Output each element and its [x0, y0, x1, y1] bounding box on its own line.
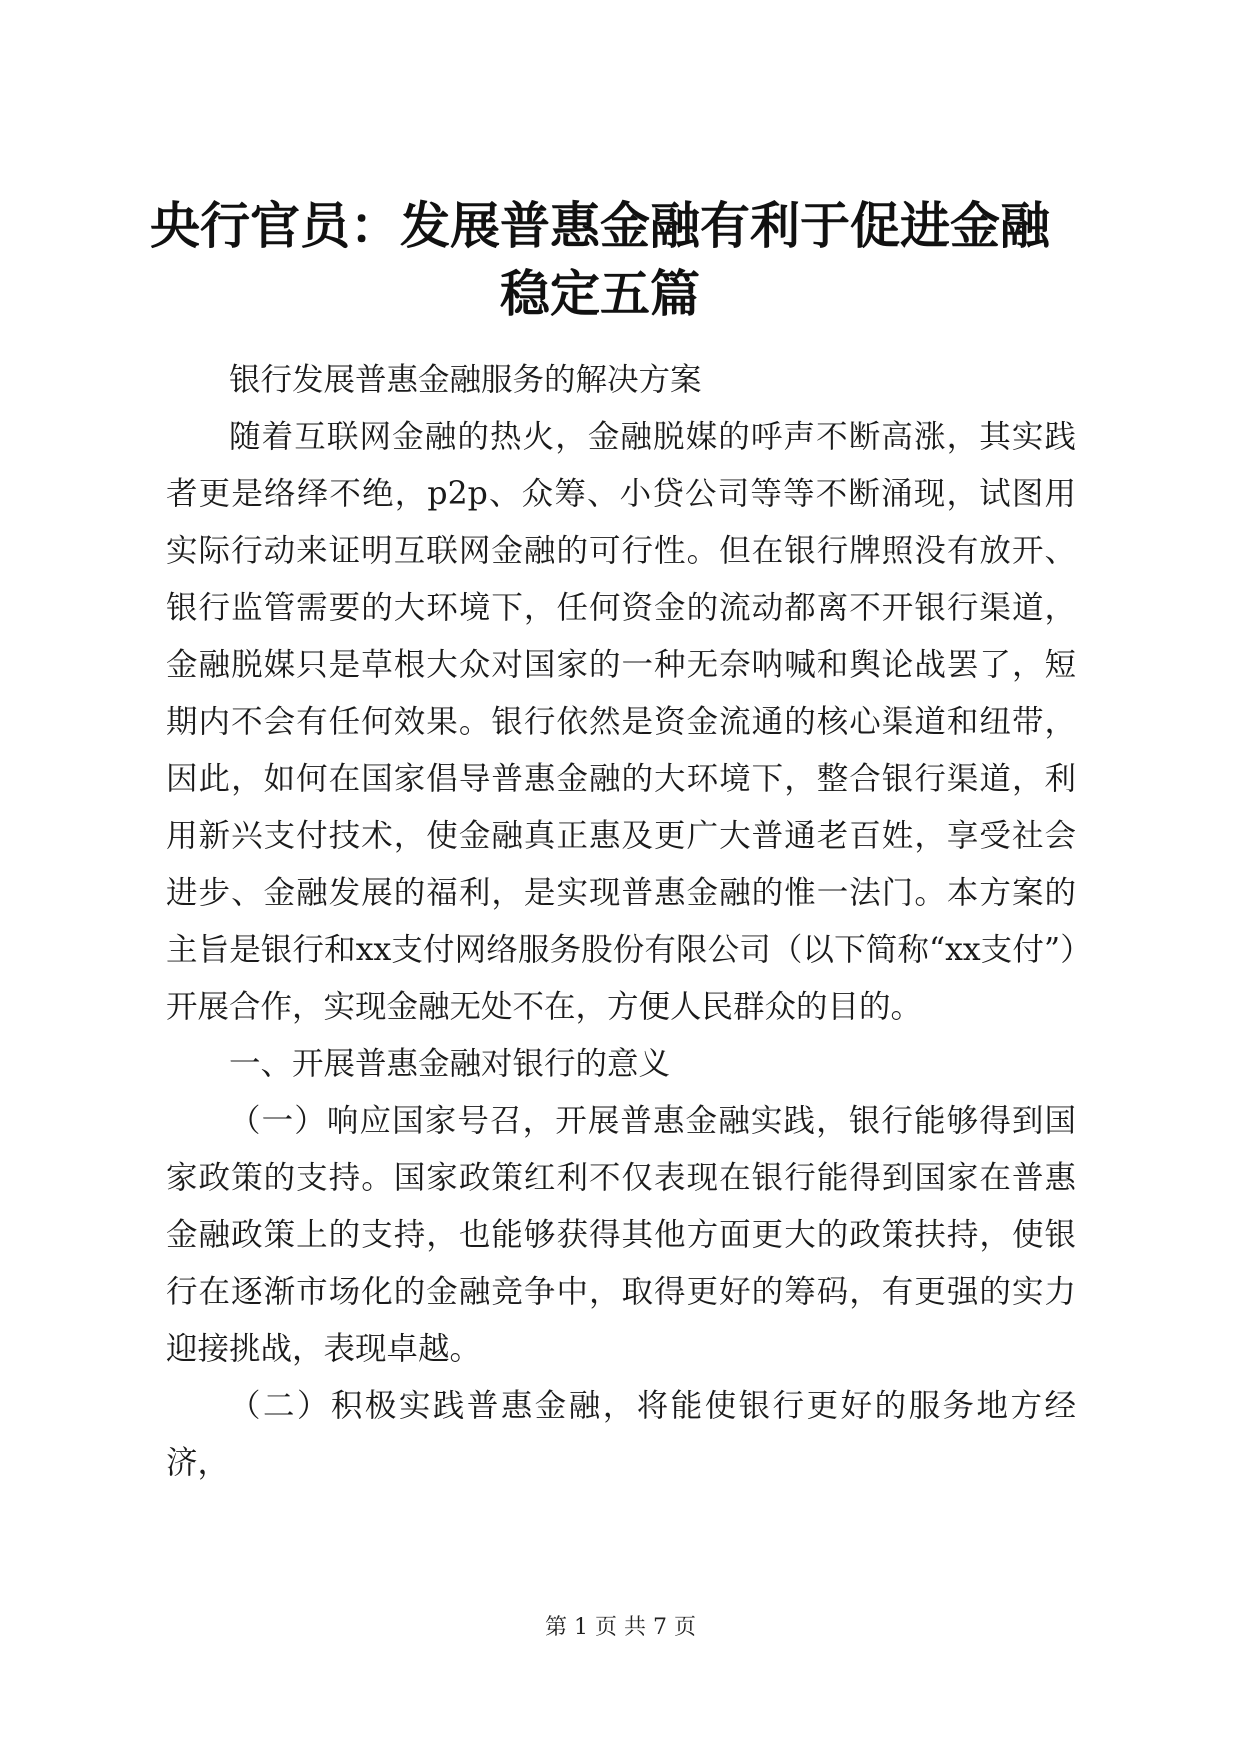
section-subtitle: 银行发展普惠金融服务的解决方案	[229, 362, 702, 398]
section-heading: 一、开展普惠金融对银行的意义	[229, 1046, 671, 1082]
document-title: 央行官员：发展普惠金融有利于促进金融稳定五篇	[150, 197, 1050, 323]
paragraph-point-2: （二）积极实践普惠金融，将能使银行更好的服务地方经济，	[166, 1388, 1076, 1481]
page-number-footer: 第 1 页 共 7 页	[545, 1615, 696, 1640]
document-body	[166, 352, 1076, 1492]
paragraph-intro: 随着互联网金融的热火，金融脱媒的呼声不断高涨，其实践者更是络绎不绝，p2p、众筹、小贷公司等等不断涌现，试图用实际行动来证明互联网金融的可行性。但在银行牌照没有放开、银行监管需要的大环境下，任何资金的流动都离不开银行渠道，金融脱媒只是草根大众对国家的一种无奈呐喊和舆论战罢了，短期内不会有任何效果。银行依然是资金流通的核心渠道和纽带，因此，如何在国家倡导普惠金融的大环境下，整合银行渠道，利用新兴支付技术，使金融真正惠及更广大普通老百姓，享受社会进步、金融发展的福利，是实现普惠金融的惟一法门。本方案的主旨是银行和xx支付网络服务股份有限公司（以下简称“xx支付”）开展合作，实现金融无处不在，方便人民群众的目的。	[166, 419, 1076, 1025]
paragraph-point-1: （一）响应国家号召，开展普惠金融实践，银行能够得到国家政策的支持。国家政策红利不仅表现在银行能得到国家在普惠金融政策上的支持，也能够获得其他方面更大的政策扶持，使银行在逐渐市场化的金融竞争中，取得更好的筹码，有更强的实力迎接挑战，表现卓越。	[166, 1103, 1076, 1367]
